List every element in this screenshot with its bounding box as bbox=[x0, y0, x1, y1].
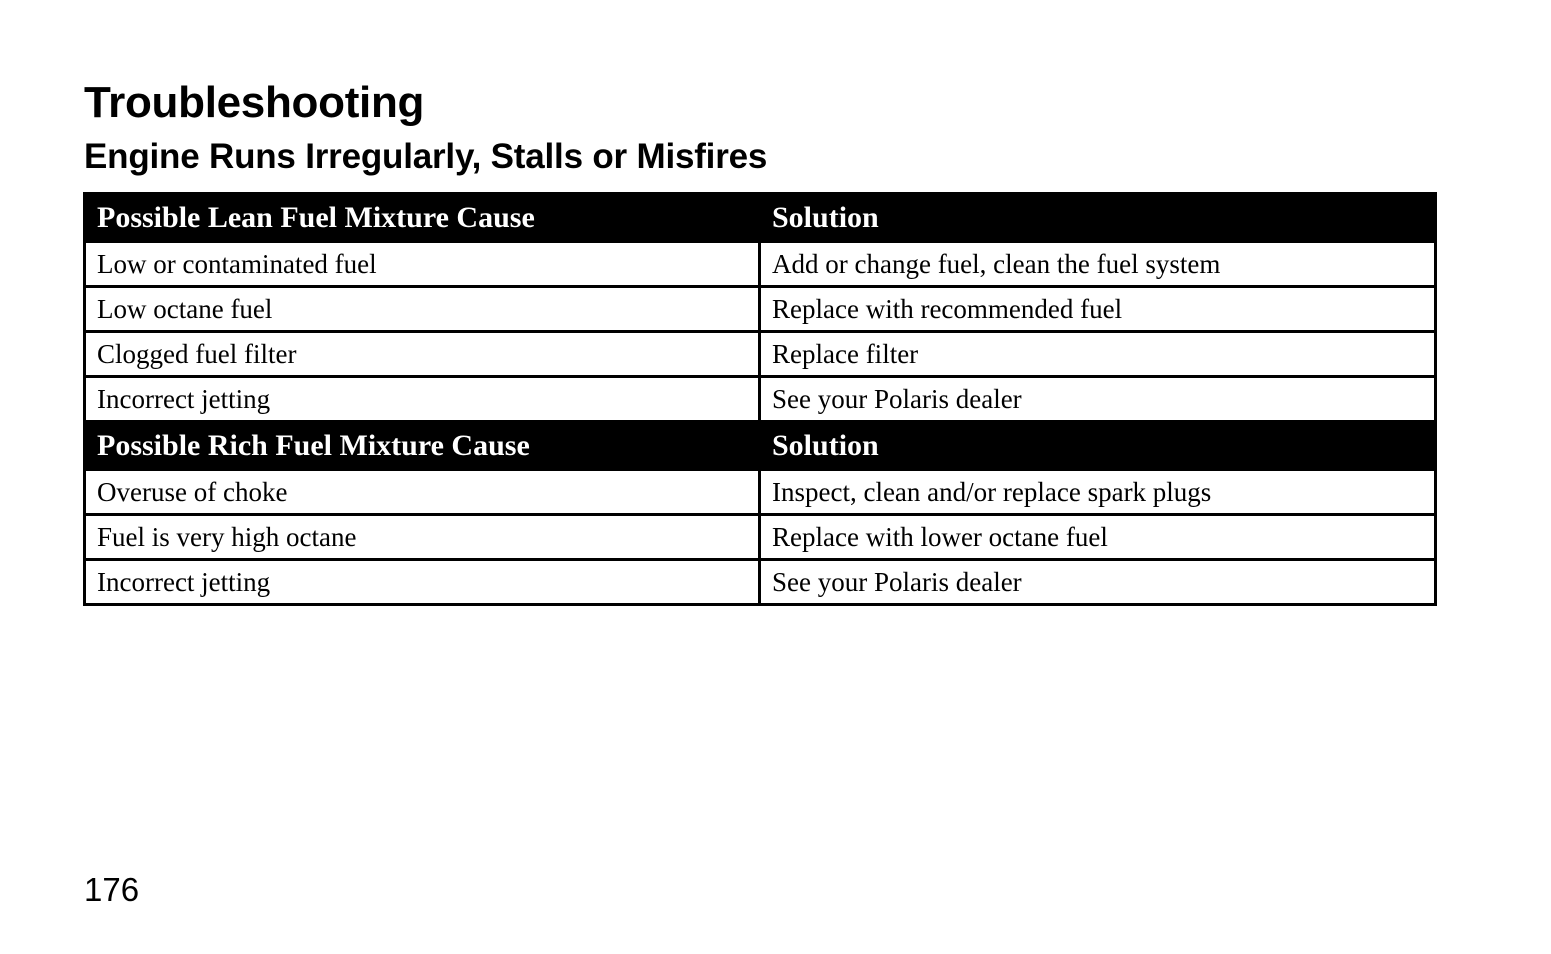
table-row bbox=[85, 242, 1436, 287]
lean-solution-header: Solution bbox=[760, 194, 1436, 242]
lean-mixture-header-row bbox=[85, 194, 1436, 242]
section-subtitle: Engine Runs Irregularly, Stalls or Misfires bbox=[84, 137, 768, 176]
solution-cell: See your Polaris dealer bbox=[760, 560, 1436, 605]
cause-cell: Low octane fuel bbox=[85, 287, 760, 332]
table-row bbox=[85, 377, 1436, 422]
table-row bbox=[85, 560, 1436, 605]
cause-cell: Overuse of choke bbox=[85, 470, 760, 515]
lean-cause-header: Possible Lean Fuel Mixture Cause bbox=[85, 194, 760, 242]
cause-cell: Low or contaminated fuel bbox=[85, 242, 760, 287]
rich-mixture-header-row bbox=[85, 422, 1436, 470]
cause-cell: Clogged fuel filter bbox=[85, 332, 760, 377]
table-row bbox=[85, 332, 1436, 377]
rich-solution-header: Solution bbox=[760, 422, 1436, 470]
rich-cause-header: Possible Rich Fuel Mixture Cause bbox=[85, 422, 760, 470]
cause-cell: Incorrect jetting bbox=[85, 560, 760, 605]
page-number: 176 bbox=[84, 871, 140, 908]
solution-cell: Add or change fuel, clean the fuel system bbox=[760, 242, 1436, 287]
solution-cell: Replace filter bbox=[760, 332, 1436, 377]
table-row bbox=[85, 470, 1436, 515]
solution-cell: See your Polaris dealer bbox=[760, 377, 1436, 422]
table-row bbox=[85, 287, 1436, 332]
solution-cell: Inspect, clean and/or replace spark plugs bbox=[760, 470, 1436, 515]
troubleshooting-table bbox=[83, 192, 1437, 606]
cause-cell: Incorrect jetting bbox=[85, 377, 760, 422]
cause-cell: Fuel is very high octane bbox=[85, 515, 760, 560]
table-row bbox=[85, 515, 1436, 560]
page-title: Troubleshooting bbox=[84, 78, 425, 127]
solution-cell: Replace with recommended fuel bbox=[760, 287, 1436, 332]
solution-cell: Replace with lower octane fuel bbox=[760, 515, 1436, 560]
